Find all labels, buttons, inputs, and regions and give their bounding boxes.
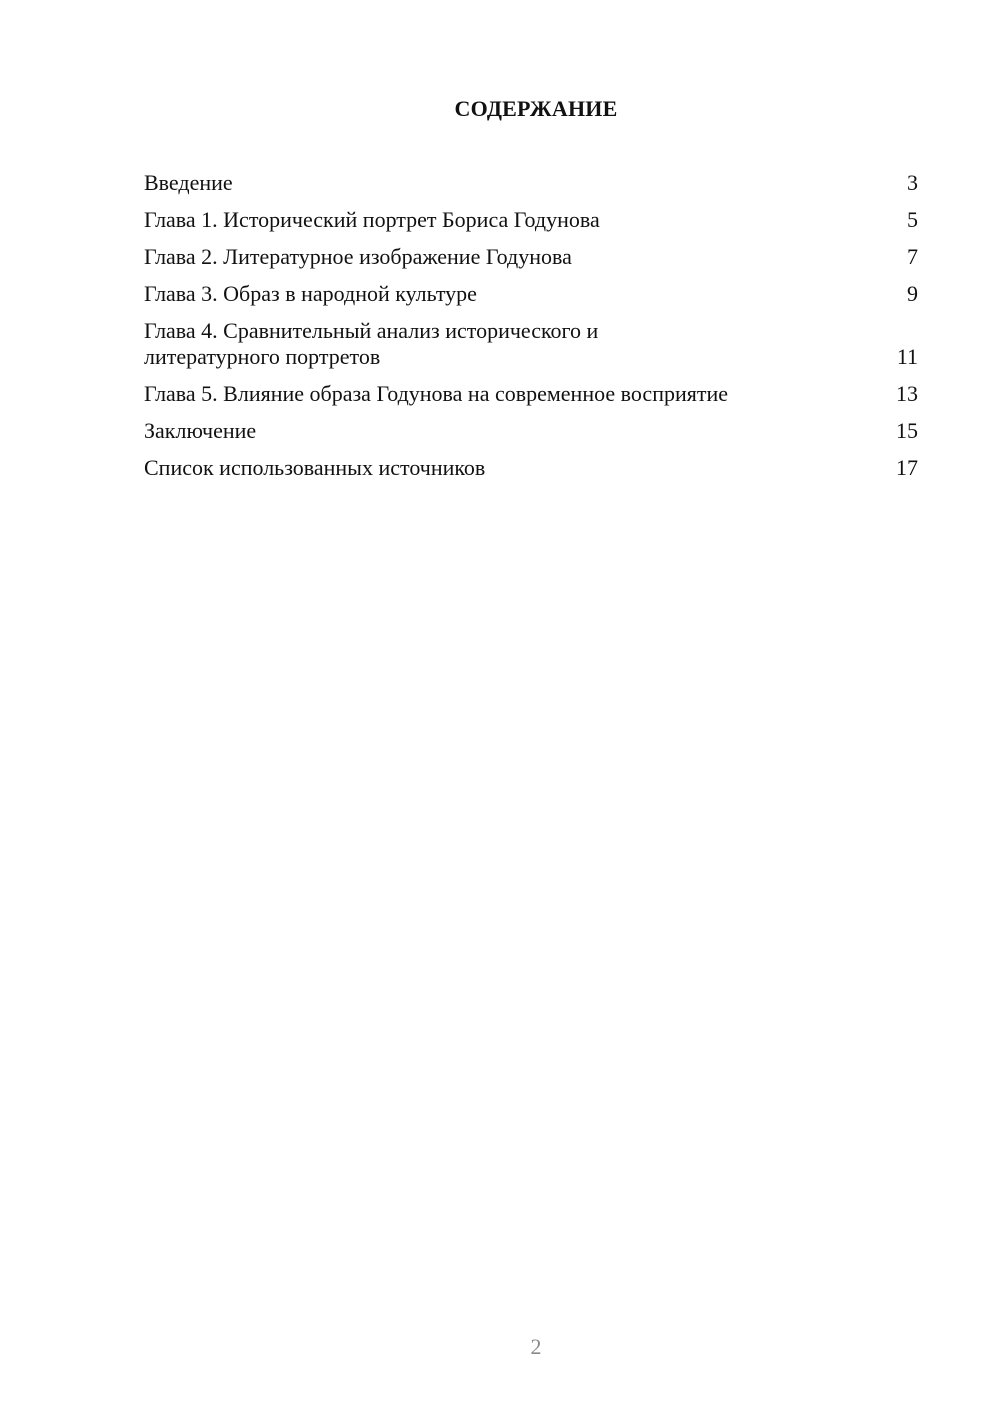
toc-entry-text (144, 170, 233, 196)
page-number: 2 (530, 1334, 542, 1359)
toc-entry-line: Глава 2. Литературное изображение Годунова (144, 244, 572, 269)
toc-entry-page: 15 (896, 418, 918, 443)
toc-entry-line: Глава 3. Образ в народной культуре (144, 281, 477, 306)
toc-entry-text (144, 318, 598, 370)
toc-entry-chapter-5 (144, 381, 918, 407)
toc-entry-page: 7 (907, 244, 918, 269)
toc-entry-line: Глава 5. Влияние образа Годунова на современное восприятие (144, 381, 729, 406)
toc-entry-line: Глава 1. Исторический портрет Бориса Годунова (144, 207, 600, 232)
toc-entry-page: 9 (907, 281, 918, 306)
toc-entry-chapter-2 (144, 244, 918, 270)
toc-entry-line: Заключение (144, 418, 257, 443)
toc-entry-chapter-1 (144, 207, 918, 233)
toc-title: СОДЕРЖАНИЕ (454, 96, 618, 121)
toc-entry-page: 11 (896, 344, 918, 369)
toc-entry-text (144, 244, 572, 270)
toc-entry-page: 3 (907, 170, 918, 195)
toc-entry-page: 5 (907, 207, 918, 232)
toc-entry-text (144, 418, 256, 444)
toc-entry-line: Введение (144, 170, 233, 195)
toc-entry-line: литературного портретов (144, 344, 381, 369)
toc-entry-chapter-4 (144, 318, 918, 370)
toc-entry-text (144, 207, 600, 233)
toc-entry-conclusion (144, 418, 918, 444)
toc-entry-page: 17 (896, 455, 918, 480)
toc-entry-introduction (144, 170, 918, 196)
toc-entry-page: 13 (896, 381, 918, 406)
toc-entry-text (144, 381, 728, 407)
toc-entry-text (144, 455, 485, 481)
toc-entry-text (144, 281, 477, 307)
toc-entry-references (144, 455, 918, 481)
toc-entry-line: Глава 4. Сравнительный анализ исторического и (144, 318, 599, 343)
table-of-contents (144, 170, 918, 492)
toc-entry-chapter-3 (144, 281, 918, 307)
toc-entry-line: Список использованных источников (144, 455, 486, 480)
